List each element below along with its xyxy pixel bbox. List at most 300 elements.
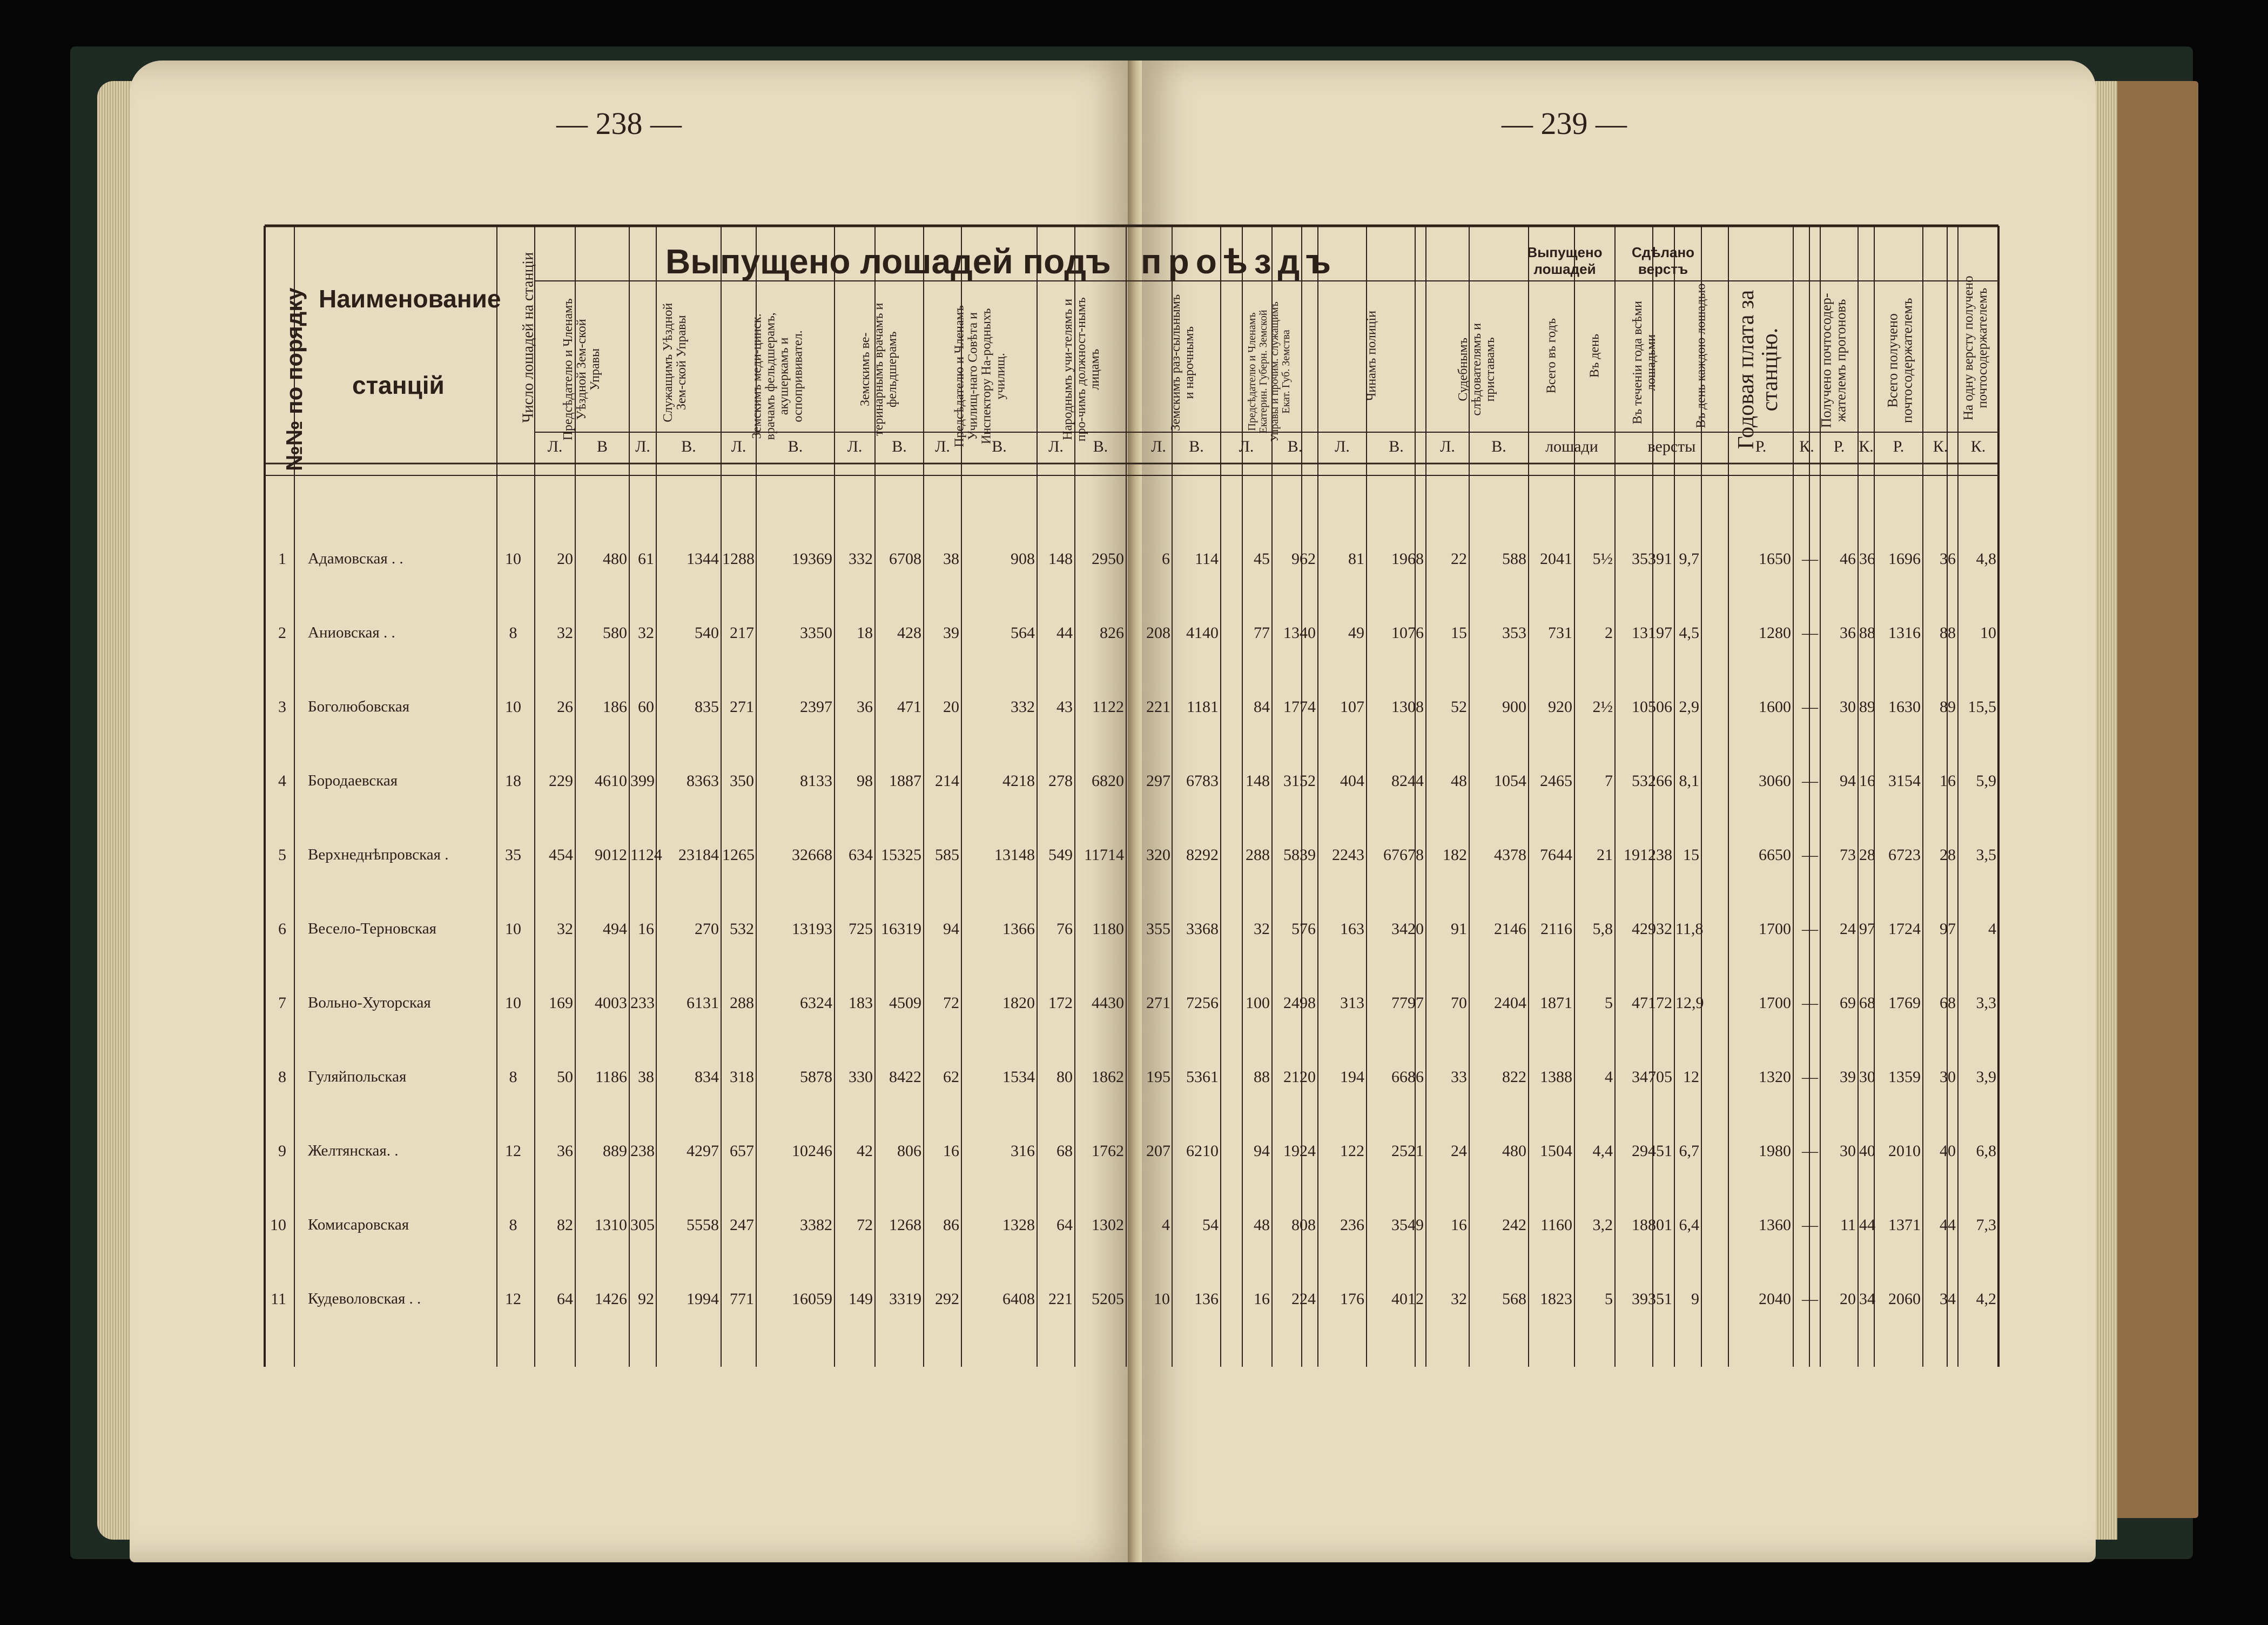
header-total-received: Всего получено почтосодержателемъ [1885, 298, 1915, 424]
table-cell: 32668 [792, 846, 832, 864]
table-cell: 89 [1859, 698, 1875, 716]
table-cell: 1340 [1283, 624, 1316, 642]
table-cell: 5½ [1592, 550, 1613, 568]
table-cell: 4,8 [1976, 550, 1996, 568]
table-cell: 471 [897, 698, 921, 716]
table-cell: 88 [1254, 1068, 1270, 1086]
table-cell: 4 [1605, 1068, 1613, 1086]
table-cell: 88 [1940, 624, 1956, 642]
table-cell: 72 [943, 994, 959, 1012]
table-cell: 122 [1340, 1142, 1364, 1160]
subheader: Земскимъ меди-цинск. врачамъ фельдшерамъ, акушеркамъ и оспопрививател. [750, 312, 805, 440]
table-cell: 2116 [1540, 920, 1572, 938]
row-number: 2 [278, 624, 286, 642]
table-cell: 1600 [1759, 698, 1791, 716]
horses-count: 10 [505, 920, 521, 938]
table-cell: 136 [1194, 1290, 1219, 1308]
table-cell: 36 [1840, 624, 1856, 642]
subheader: Народнымъ учи-телямъ и про-чимъ должност-нымъ лицамъ [1060, 297, 1102, 442]
table-cell: 73 [1840, 846, 1856, 864]
table-cell: 1366 [1002, 920, 1035, 938]
table-cell: 1924 [1283, 1142, 1316, 1160]
table-cell: 1426 [595, 1290, 627, 1308]
table-cell: 97 [1859, 920, 1875, 938]
table-cell: 3154 [1888, 772, 1921, 790]
table-cell: 30 [1940, 1068, 1956, 1086]
table-cell: 247 [730, 1216, 754, 1234]
table-cell: 1862 [1092, 1068, 1124, 1086]
unit-label: В. [992, 438, 1007, 455]
unit-label: К. [1933, 438, 1948, 455]
table-cell: 332 [849, 550, 873, 568]
table-cell: 9 [1691, 1290, 1699, 1308]
table-cell: 288 [730, 994, 754, 1012]
table-cell: — [1802, 1068, 1818, 1086]
table-cell: 84 [1254, 698, 1270, 716]
table-cell: 10506 [1632, 698, 1672, 716]
table-cell: 11 [1840, 1216, 1856, 1234]
table-cell: 7,3 [1976, 1216, 1996, 1234]
table-cell: 4297 [687, 1142, 719, 1160]
table-cell: 1280 [1759, 624, 1791, 642]
table-cell: 20 [943, 698, 959, 716]
table-cell: 221 [1146, 698, 1170, 716]
station-name: Комисаровская [308, 1216, 409, 1233]
table-cell: 214 [935, 772, 959, 790]
table-cell: 564 [1011, 624, 1035, 642]
table-cell: 1359 [1888, 1068, 1921, 1086]
unit-label: Л. [635, 438, 650, 455]
table-cell: 3,5 [1976, 846, 1996, 864]
table-cell: 6783 [1186, 772, 1219, 790]
table-cell: 2498 [1283, 994, 1316, 1012]
table-cell: 13193 [792, 920, 832, 938]
table-cell: 30 [1859, 1068, 1875, 1086]
subheader: Предсѣдателю и Членамъ Екатерин. Губерн. Земской Управы и прочим. служащимъ Екат. Губ. Земства [1246, 301, 1292, 442]
table-cell: 1504 [1540, 1142, 1572, 1160]
table-cell: 2465 [1540, 772, 1572, 790]
table-cell: — [1802, 920, 1818, 938]
table-cell: 822 [1502, 1068, 1526, 1086]
table-cell: 69 [1840, 994, 1856, 1012]
table-cell: 316 [1011, 1142, 1035, 1160]
table-cell: 6650 [1759, 846, 1791, 864]
horses-count: 35 [505, 846, 521, 864]
table-cell: 532 [730, 920, 754, 938]
station-name: Адамовская . . [308, 550, 403, 567]
table-cell: 2041 [1540, 550, 1572, 568]
station-name: Весело-Терновская [308, 920, 436, 937]
table-cell: 38 [638, 1068, 654, 1086]
table-cell: 16 [1940, 772, 1956, 790]
table-cell: 5839 [1283, 846, 1316, 864]
table-cell: 36 [857, 698, 873, 716]
table-cell: 32 [557, 920, 573, 938]
table-cell: 182 [1443, 846, 1467, 864]
station-name: Верхнеднѣпровская . [308, 846, 449, 863]
table-cell: 1328 [1002, 1216, 1035, 1234]
subheader: Земскимъ раз-сыльнымъ и нарочнымъ [1168, 294, 1196, 431]
table-cell: 7797 [1391, 994, 1424, 1012]
horses-count: 8 [509, 1068, 517, 1086]
table-cell: 270 [695, 920, 719, 938]
table-cell: 221 [1048, 1290, 1073, 1308]
table-cell: 60 [638, 698, 654, 716]
table-cell: 313 [1340, 994, 1364, 1012]
table-cell: — [1802, 698, 1818, 716]
unit-label: В. [892, 438, 907, 455]
table-cell: 148 [1246, 772, 1270, 790]
table-cell: 186 [603, 698, 627, 716]
table-cell: 4 [1162, 1216, 1170, 1234]
table-cell: 35391 [1632, 550, 1672, 568]
row-number: 5 [278, 846, 286, 864]
table-cell: 1968 [1391, 550, 1424, 568]
table-cell: 12,9 [1675, 994, 1704, 1012]
table-cell: 2,9 [1679, 698, 1699, 716]
table-cell: 208 [1146, 624, 1170, 642]
table-cell: 1054 [1494, 772, 1526, 790]
table-cell: 207 [1146, 1142, 1170, 1160]
horses-count: 8 [509, 624, 517, 642]
table-cell: 64 [557, 1290, 573, 1308]
table-cell: 5205 [1092, 1290, 1124, 1308]
unit-label: Л. [1239, 438, 1254, 455]
table-cell: 8363 [687, 772, 719, 790]
table-cell: 580 [603, 624, 627, 642]
table-cell: 1288 [722, 550, 755, 568]
table-cell: 2950 [1092, 550, 1124, 568]
table-cell: 107 [1340, 698, 1364, 716]
table-cell: 191238 [1624, 846, 1672, 864]
table-cell: 229 [549, 772, 573, 790]
header-received-runs: Получено почтосодер-жателемъ прогоновъ [1818, 293, 1849, 428]
table-cell: 10 [1980, 624, 1996, 642]
table-cell: 826 [1100, 624, 1124, 642]
table-cell: 32 [557, 624, 573, 642]
table-cell: 1887 [889, 772, 921, 790]
table-cell: 11,8 [1675, 920, 1704, 938]
table-cell: 404 [1340, 772, 1364, 790]
table-cell: 494 [603, 920, 627, 938]
table-cell: 1696 [1888, 550, 1921, 568]
table-cell: 36 [1940, 550, 1956, 568]
table-cell: 2404 [1494, 994, 1526, 1012]
table-cell: 5558 [687, 1216, 719, 1234]
table-cell: 183 [849, 994, 873, 1012]
unit-label: Р. [1893, 438, 1904, 455]
table-cell: 318 [730, 1068, 754, 1086]
table-cell: 40 [1859, 1142, 1875, 1160]
table-cell: 76 [1056, 920, 1073, 938]
subheader: Служащимъ Уѣздной Зем-ской Управы [661, 303, 689, 422]
table-cell: 11714 [1084, 846, 1124, 864]
table-cell: 771 [730, 1290, 754, 1308]
table-cell: 169 [549, 994, 573, 1012]
table-cell: 15,5 [1968, 698, 1996, 716]
table-cell: 3060 [1759, 772, 1791, 790]
table-cell: 19369 [792, 550, 832, 568]
table-cell: 1388 [1540, 1068, 1572, 1086]
table-cell: 1700 [1759, 994, 1791, 1012]
table-cell: 6408 [1002, 1290, 1035, 1308]
table-cell: 4218 [1002, 772, 1035, 790]
subheader: Земскимъ ве-теринарнымъ врачамъ и фельдшерамъ [858, 303, 900, 436]
table-cell: 3420 [1391, 920, 1424, 938]
table-cell: 48 [1254, 1216, 1270, 1234]
table-cell: 8244 [1391, 772, 1424, 790]
table-cell: 657 [730, 1142, 754, 1160]
row-number: 3 [278, 698, 286, 716]
table-cell: 68 [1940, 994, 1956, 1012]
subheader: Въ день каждою лошадью [1694, 283, 1708, 428]
horses-count: 12 [505, 1142, 521, 1160]
header-versts-done: Сдѣлано верстъ [1631, 244, 1695, 278]
table-cell: 33 [1451, 1068, 1467, 1086]
header-per-verst: На одну версту получено почтосодержателемъ [1961, 276, 1990, 421]
page-number-right: — 239 — [1502, 106, 1627, 141]
unit-label: Л. [731, 438, 746, 455]
station-name: Кудеволовская . . [308, 1290, 421, 1307]
unit-label: К. [1799, 438, 1814, 455]
table-cell: 1186 [595, 1068, 627, 1086]
table-cell: 834 [695, 1068, 719, 1086]
row-number: 11 [271, 1290, 286, 1308]
table-cell: 43 [1056, 698, 1073, 716]
table-cell: 3549 [1391, 1216, 1424, 1234]
table-cell: 1124 [630, 846, 662, 864]
horses-count: 12 [505, 1290, 521, 1308]
table-cell: 94 [1254, 1142, 1270, 1160]
table-cell: 1980 [1759, 1142, 1791, 1160]
unit-label: Л. [847, 438, 863, 455]
row-number: 6 [278, 920, 286, 938]
subheader: Судебнымъ слѣдователямъ и приставамъ [1456, 323, 1498, 416]
unit-label: В. [1389, 438, 1404, 455]
table-cell: 835 [695, 698, 719, 716]
table-cell: 46 [1840, 550, 1856, 568]
table-cell: 92 [638, 1290, 654, 1308]
table-cell: 7 [1605, 772, 1613, 790]
subheader: Въ день [1587, 334, 1601, 378]
table-cell: 3152 [1283, 772, 1316, 790]
table-cell: — [1802, 1142, 1818, 1160]
table-cell: 1994 [687, 1290, 719, 1308]
table-cell: 16 [1859, 772, 1875, 790]
table-cell: 3382 [800, 1216, 832, 1234]
table-cell: — [1802, 994, 1818, 1012]
table-cell: 238 [630, 1142, 655, 1160]
table-cell: 1724 [1888, 920, 1921, 938]
subheader: Предсѣдателю и Членамъ Училищ-наго Совѣта и Инспектору На-родныхъ училищ. [952, 305, 1008, 447]
table-cell: 320 [1146, 846, 1170, 864]
unit-label: В [596, 438, 608, 455]
table-cell: 2½ [1592, 698, 1613, 716]
unit-label: лошади [1545, 438, 1598, 455]
table-cell: 36 [1859, 550, 1875, 568]
table-cell: 6,4 [1679, 1216, 1699, 1234]
row-number: 7 [278, 994, 286, 1012]
table-cell: 9012 [595, 846, 627, 864]
table-cell: — [1802, 1216, 1818, 1234]
table-cell: 114 [1195, 550, 1219, 568]
table-cell: 2010 [1888, 1142, 1921, 1160]
table-cell: 920 [1548, 698, 1572, 716]
table-cell: 236 [1340, 1216, 1364, 1234]
row-number: 9 [278, 1142, 286, 1160]
table-cell: 568 [1502, 1290, 1526, 1308]
table-cell: 908 [1011, 550, 1035, 568]
unit-label: В. [788, 438, 803, 455]
table-cell: 271 [730, 698, 754, 716]
table-cell: 1371 [1888, 1216, 1921, 1234]
table-cell: 62 [943, 1068, 959, 1086]
horses-count: 18 [505, 772, 521, 790]
table-cell: 3350 [800, 624, 832, 642]
table-cell: 36 [557, 1142, 573, 1160]
header-released-horses: Выпущено лошадей [1527, 244, 1603, 278]
table-cell: 5361 [1186, 1068, 1219, 1086]
table-cell: — [1802, 1290, 1818, 1308]
table-cell: 353 [1502, 624, 1526, 642]
table-cell: 4,5 [1679, 624, 1699, 642]
table-cell: 24 [1451, 1142, 1467, 1160]
table-cell: — [1802, 624, 1818, 642]
table-cell: 1181 [1187, 698, 1219, 716]
table-cell: 588 [1502, 550, 1526, 568]
table-cell: 4509 [889, 994, 921, 1012]
unit-label: В. [1287, 438, 1303, 455]
unit-label: Л. [547, 438, 563, 455]
station-name: Гуляйпольская [308, 1068, 407, 1085]
table-cell: 10 [1154, 1290, 1170, 1308]
table-cell: — [1802, 846, 1818, 864]
table-cell: 34 [1940, 1290, 1956, 1308]
table-cell: 52 [1451, 698, 1467, 716]
table-cell: 49 [1348, 624, 1364, 642]
table-cell: 149 [849, 1290, 873, 1308]
table-cell: 54 [1202, 1216, 1219, 1234]
table-cell: 4,2 [1976, 1290, 1996, 1308]
table-cell: 32 [1451, 1290, 1467, 1308]
table-cell: 42 [857, 1142, 873, 1160]
table-cell: 1820 [1002, 994, 1035, 1012]
header-row-number: №№ по порядку [281, 287, 307, 472]
table-cell: 889 [603, 1142, 627, 1160]
table-cell: 217 [730, 624, 754, 642]
table-cell: 16059 [792, 1290, 832, 1308]
table-cell: 8,1 [1679, 772, 1699, 790]
table-cell: 97 [1940, 920, 1956, 938]
table-cell: 39 [943, 624, 959, 642]
table-cell: 4140 [1186, 624, 1219, 642]
table-cell: 1180 [1092, 920, 1124, 938]
table-cell: 34 [1859, 1290, 1875, 1308]
table-cell: 1268 [889, 1216, 921, 1234]
station-name: Желтянская. . [308, 1142, 399, 1159]
table-cell: 42932 [1632, 920, 1672, 938]
table-cell: 1302 [1092, 1216, 1124, 1234]
table-cell: 540 [695, 624, 719, 642]
table-cell: 1316 [1888, 624, 1921, 642]
table-cell: 1823 [1540, 1290, 1572, 1308]
table-cell: 21 [1597, 846, 1613, 864]
table-cell: 480 [1502, 1142, 1526, 1160]
unit-label: Л. [1440, 438, 1455, 455]
table-cell: 176 [1340, 1290, 1364, 1308]
table-cell: 332 [1011, 698, 1035, 716]
table-cell: 64 [1056, 1216, 1073, 1234]
table-cell: 148 [1048, 550, 1073, 568]
table-cell: 1769 [1888, 994, 1921, 1012]
table-cell: 40 [1940, 1142, 1956, 1160]
table-cell: 1344 [687, 550, 719, 568]
table-cell: 94 [1840, 772, 1856, 790]
table-cell: 5,9 [1976, 772, 1996, 790]
table-cell: 2521 [1391, 1142, 1424, 1160]
table-cell: 585 [935, 846, 959, 864]
table-cell: 163 [1340, 920, 1364, 938]
table-cell: 68 [1859, 994, 1875, 1012]
horses-count: 10 [505, 550, 521, 568]
table-cell: 5878 [800, 1068, 832, 1086]
row-number: 4 [278, 772, 286, 790]
table-cell: 29451 [1632, 1142, 1672, 1160]
table-cell: 350 [730, 772, 754, 790]
table-cell: 77 [1254, 624, 1270, 642]
table-cell: 399 [630, 772, 655, 790]
table-cell: 233 [630, 994, 655, 1012]
unit-label: В. [1491, 438, 1506, 455]
table-cell: 68 [1056, 1142, 1073, 1160]
table-cell: 10246 [792, 1142, 832, 1160]
table-cell: 2397 [800, 698, 832, 716]
table-cell: 9,7 [1679, 550, 1699, 568]
table-cell: 3,2 [1592, 1216, 1613, 1234]
unit-label: В. [1189, 438, 1204, 455]
table-cell: 15 [1451, 624, 1467, 642]
table-cell: 7644 [1540, 846, 1572, 864]
table-cell: 1076 [1391, 624, 1424, 642]
table-cell: 98 [857, 772, 873, 790]
table-cell: 4012 [1391, 1290, 1424, 1308]
table-cell: 428 [897, 624, 921, 642]
page-number-left: — 238 — [556, 106, 682, 141]
table-cell: 86 [943, 1216, 959, 1234]
table-cell: 32 [1254, 920, 1270, 938]
table-cell: 20 [557, 550, 573, 568]
table-cell: 355 [1146, 920, 1170, 938]
table-cell: 48 [1451, 772, 1467, 790]
table-cell: 242 [1502, 1216, 1526, 1234]
header-station-name-2: станцій [352, 371, 445, 399]
table-cell: 278 [1048, 772, 1073, 790]
table-cell: 6820 [1092, 772, 1124, 790]
table-cell: 292 [935, 1290, 959, 1308]
table-cell: 38 [943, 550, 959, 568]
table-cell: 195 [1146, 1068, 1170, 1086]
table-cell: 89 [1940, 698, 1956, 716]
subheader: Предсѣдателю и Членамъ Уѣздной Зем-ской Управы [561, 298, 603, 441]
table-cell: 16 [1451, 1216, 1467, 1234]
unit-label: К. [1970, 438, 1986, 455]
table-cell: 1774 [1283, 698, 1316, 716]
table-cell: 67678 [1383, 846, 1424, 864]
table-cell: 2146 [1494, 920, 1526, 938]
unit-label: В. [1093, 438, 1108, 455]
table-cell: 4003 [595, 994, 627, 1012]
table-cell: 549 [1048, 846, 1073, 864]
